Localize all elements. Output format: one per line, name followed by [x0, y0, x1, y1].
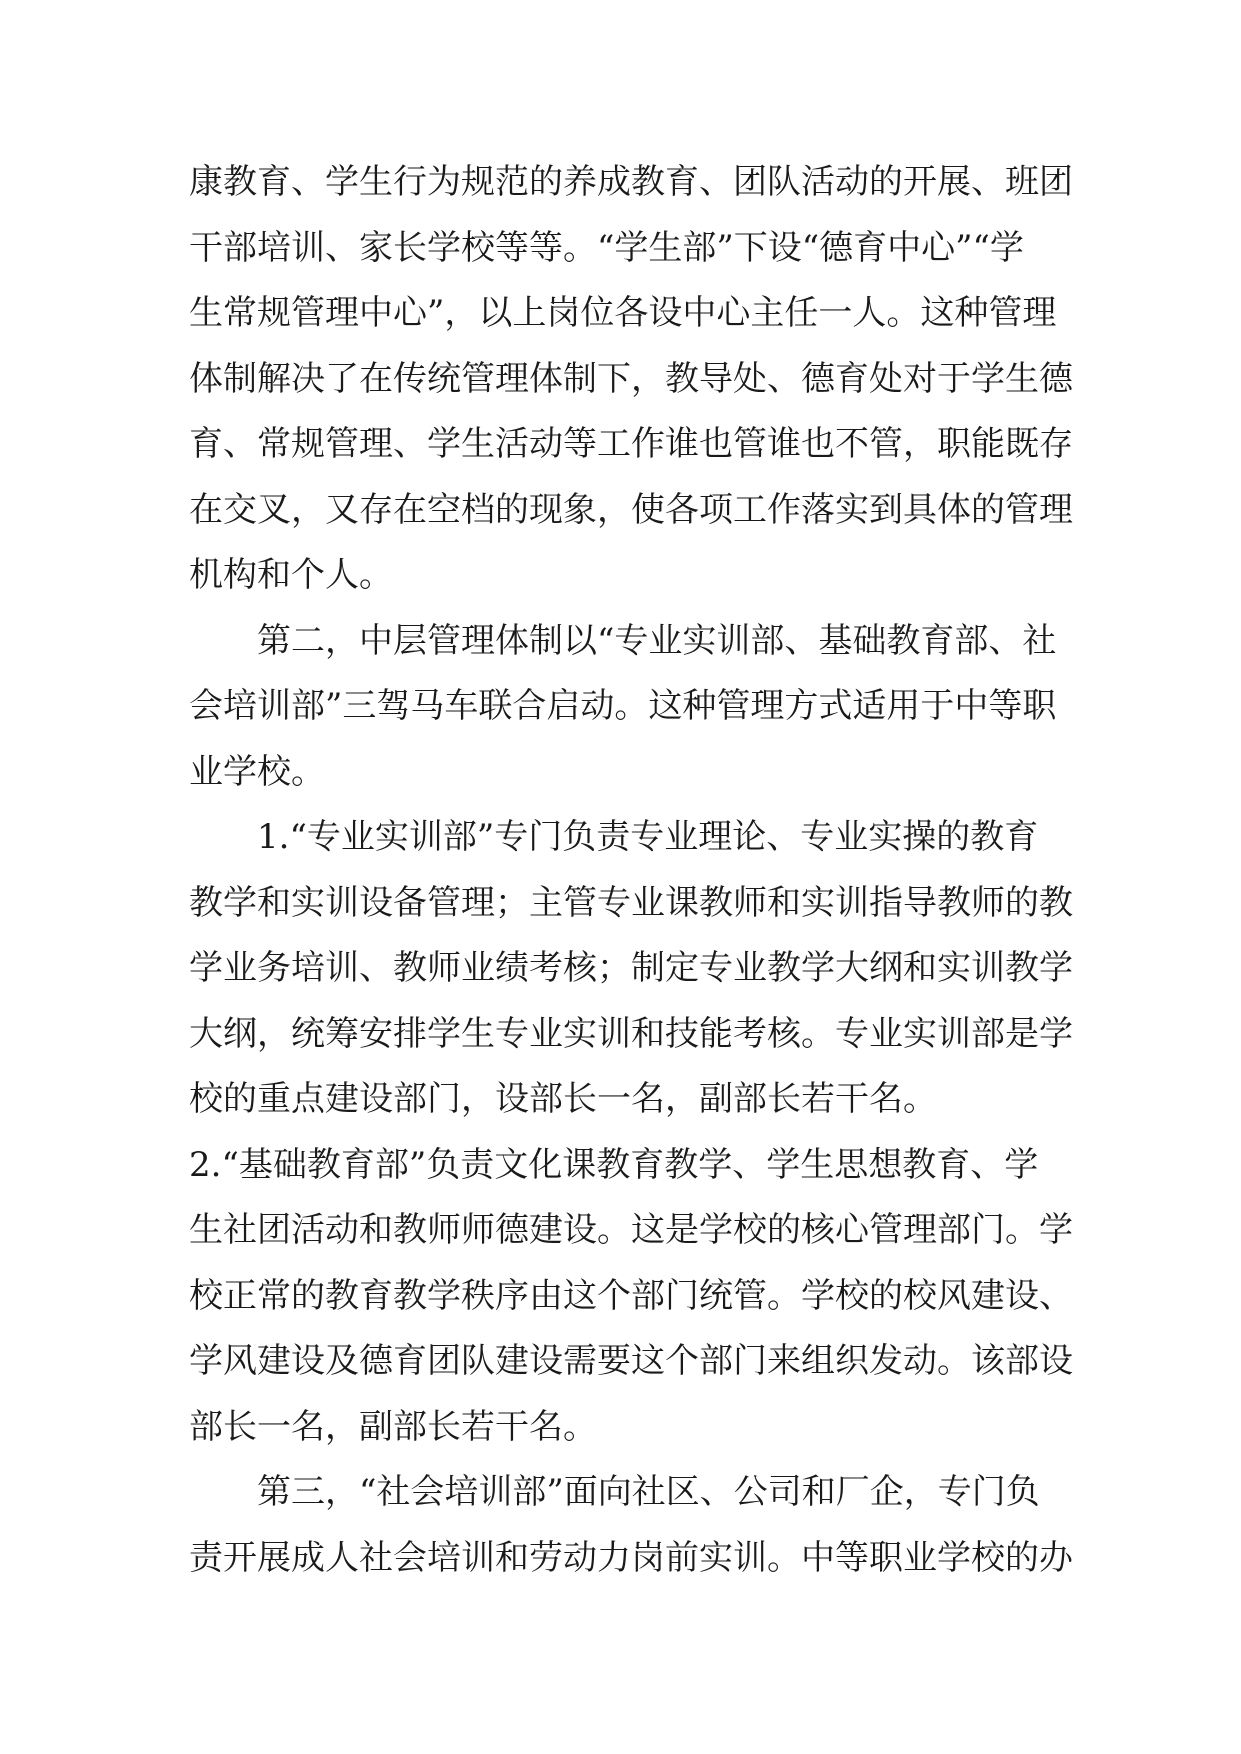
- text-line: 干部培训、家长学校等等。“学生部”下设“德育中心”“学: [189, 227, 1024, 268]
- text-line: 育、常规管理、学生活动等工作谁也管谁也不管，职能既存: [189, 424, 1073, 464]
- text-line: 业学校。: [189, 751, 325, 792]
- text-line: 学风建设及德育团队建设需要这个部门来组织发动。该部设: [189, 1341, 1073, 1381]
- text-line: 体制解决了在传统管理体制下，教导处、德育处对于学生德: [189, 358, 1073, 399]
- text-line: 教学和实训设备管理；主管专业课教师和实训指导教师的教: [189, 882, 1073, 923]
- paragraph-second-start: 第二，中层管理体制以“专业实训部、基础教育部、社: [257, 620, 1057, 661]
- text-line: 大纲，统筹安排学生专业实训和技能考核。专业实训部是学: [189, 1013, 1073, 1054]
- text-line: 校正常的教育教学秩序由这个部门统管。学校的校风建设、: [189, 1275, 1073, 1316]
- text-line: 生常规管理中心”，以上岗位各设中心主任一人。这种管理: [189, 293, 1057, 333]
- list-item-2-start: 2.“基础教育部”负责文化课教育教学、学生思想教育、学: [189, 1144, 1039, 1185]
- text-line: 部长一名，副部长若干名。: [189, 1406, 597, 1447]
- body-text: [189, 150, 1073, 1591]
- text-line: 在交叉，又存在空档的现象，使各项工作落实到具体的管理: [189, 489, 1073, 530]
- paragraph-third-start: 第三，“社会培训部”面向社区、公司和厂企，专门负: [257, 1472, 1040, 1512]
- list-item-1-start: 1.“专业实训部”专门负责专业理论、专业实操的教育: [257, 817, 1039, 857]
- text-line: 会培训部”三驾马车联合启动。这种管理方式适用于中等职: [189, 686, 1057, 726]
- text-line: 学业务培训、教师业绩考核；制定专业教学大纲和实训教学: [189, 948, 1073, 988]
- text-line: 机构和个人。: [189, 555, 393, 595]
- text-line: 生社团活动和教师师德建设。这是学校的核心管理部门。学: [189, 1210, 1073, 1250]
- text-line: 校的重点建设部门，设部长一名，副部长若干名。: [189, 1079, 937, 1119]
- text-line: 康教育、学生行为规范的养成教育、团队活动的开展、班团: [189, 162, 1073, 202]
- text-line: 责开展成人社会培训和劳动力岗前实训。中等职业学校的办: [189, 1537, 1073, 1578]
